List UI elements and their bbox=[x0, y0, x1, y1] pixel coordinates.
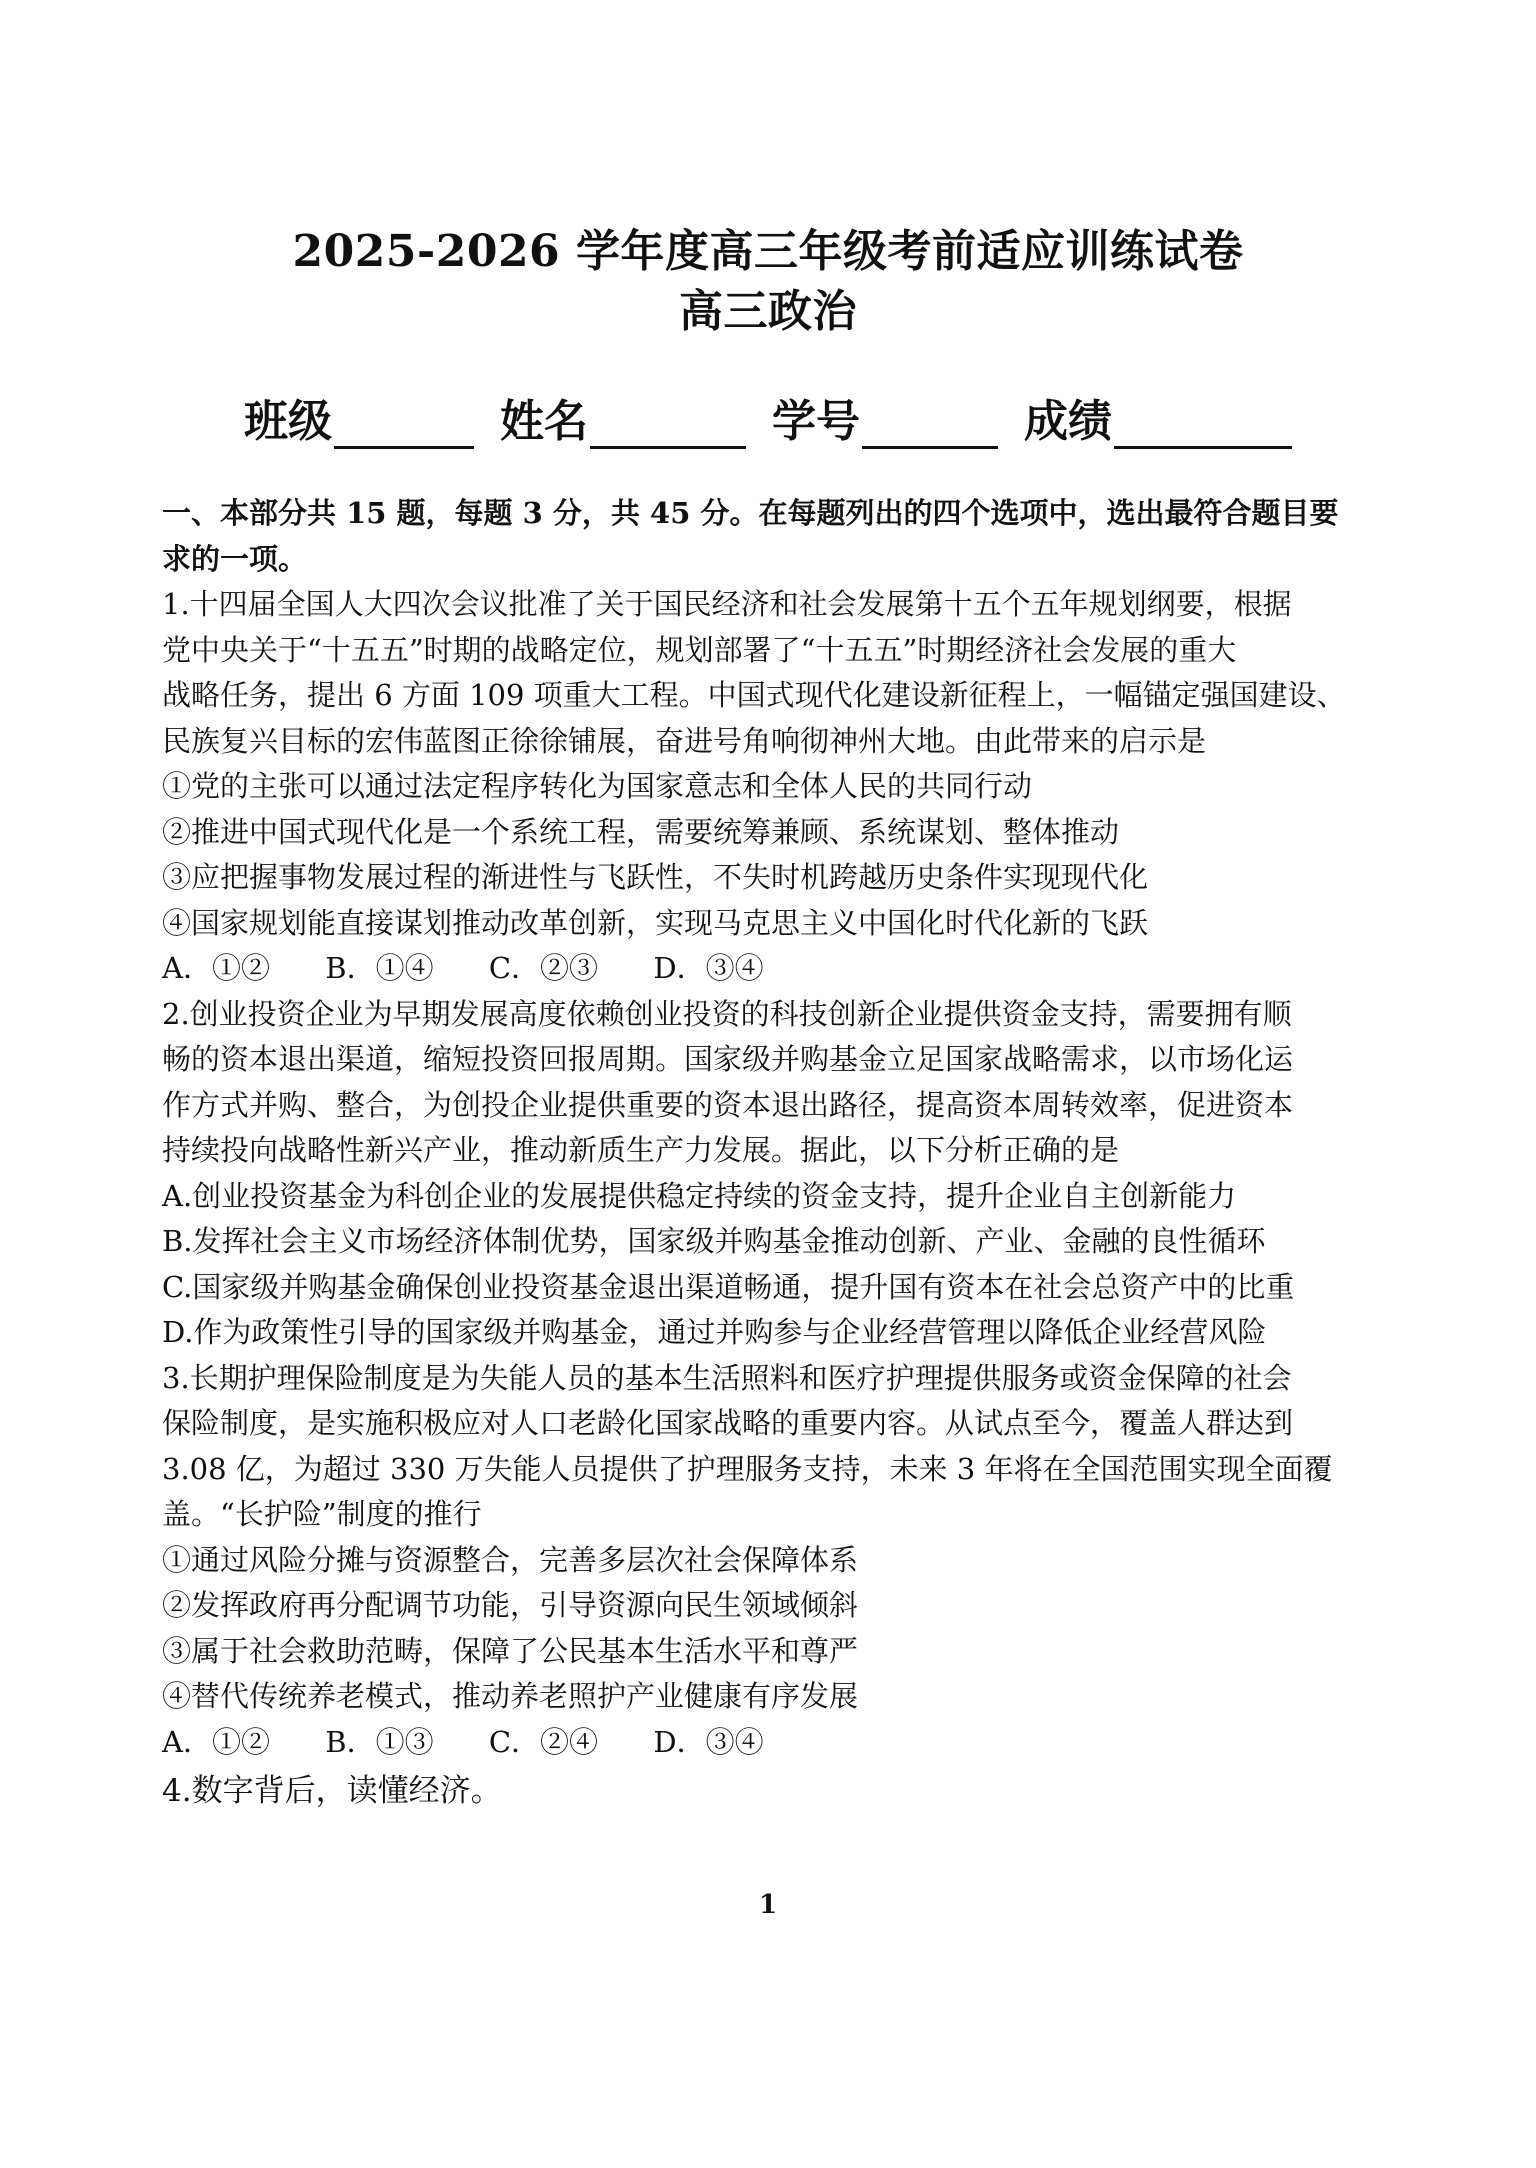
name-field bbox=[500, 385, 746, 449]
question-stem-line: 3.长期护理保险制度是为失能人员的基本生活照料和医疗护理提供服务或资金保障的社会 bbox=[162, 1360, 1292, 1395]
class-field bbox=[244, 385, 474, 449]
page-number: 1 bbox=[758, 1890, 778, 1920]
statement-item: ④国家规划能直接谋划推动改革创新，实现马克思主义中国化时代化新的飞跃 bbox=[162, 905, 1149, 940]
question-3 bbox=[162, 1356, 1384, 1766]
statement-item: ③应把握事物发展过程的渐进性与飞跃性，不失时机跨越历史条件实现现代化 bbox=[162, 860, 1149, 894]
question-2 bbox=[162, 992, 1384, 1356]
class-label: 班级 bbox=[244, 396, 332, 447]
answer-options: A．①② B．①③ C．②④ D．③④ bbox=[162, 1724, 764, 1759]
exam-subject: 高三政治 bbox=[679, 286, 857, 337]
exam-title: 2025-2026 学年度高三年级考前适应训练试卷 bbox=[292, 226, 1244, 277]
question-stem-line: 作方式并购、整合，为创投企业提供重要的资本退出路径，提高资本周转效率，促进资本 bbox=[162, 1087, 1294, 1122]
question-stem-line: 战略任务，提出 6 方面 109 项重大工程。中国式现代化建设新征程上，一幅锚定强国建设、 bbox=[162, 678, 1346, 712]
answer-option: A.创业投资基金为科创企业的发展提供稳定持续的资金支持，提升企业自主创新能力 bbox=[162, 1178, 1237, 1213]
statement-item: ④替代传统养老模式，推动养老照护产业健康有序发展 bbox=[162, 1679, 859, 1713]
question-1 bbox=[162, 582, 1384, 992]
question-stem-line: 盖。“长护险”制度的推行 bbox=[162, 1497, 482, 1531]
statement-item: ②推进中国式现代化是一个系统工程，需要统筹兼顾、系统谋划、整体推动 bbox=[162, 814, 1120, 849]
statement-item: ①通过风险分摊与资源整合，完善多层次社会保障体系 bbox=[162, 1542, 859, 1577]
answer-option: C.国家级并购基金确保创业投资基金退出渠道畅通，提升国有资本在社会总资产中的比重 bbox=[162, 1269, 1295, 1304]
statement-item: ①党的主张可以通过法定程序转化为国家意志和全体人民的共同行动 bbox=[162, 769, 1033, 803]
statement-item: ③属于社会救助范畴，保障了公民基本生活水平和尊严 bbox=[162, 1633, 859, 1668]
name-blank bbox=[590, 400, 746, 449]
question-stem-line: 持续投向战略性新兴产业，推动新质生产力发展。据此，以下分析正确的是 bbox=[162, 1133, 1120, 1167]
question-stem-line: 保险制度，是实施积极应对人口老龄化国家战略的重要内容。从试点至今，覆盖人群达到 bbox=[162, 1406, 1294, 1440]
question-4 bbox=[162, 1769, 1384, 1815]
score-blank bbox=[1114, 400, 1292, 449]
answer-option: B.发挥社会主义市场经济体制优势，国家级并购基金推动创新、产业、金融的良性循环 bbox=[162, 1224, 1266, 1258]
exam-content bbox=[162, 491, 1384, 1815]
question-stem-line: 畅的资本退出渠道，缩短投资回报周期。国家级并购基金立足国家战略需求，以市场化运 bbox=[162, 1042, 1294, 1076]
question-stem-line: 党中央关于“十五五”时期的战略定位，规划部署了“十五五”时期经济社会发展的重大 bbox=[162, 632, 1237, 667]
name-label: 姓名 bbox=[500, 396, 588, 447]
id-blank bbox=[862, 400, 998, 449]
question-stem-line: 民族复兴目标的宏伟蓝图正徐徐铺展，奋进号角响彻神州大地。由此带来的启示是 bbox=[162, 723, 1207, 758]
score-label: 成绩 bbox=[1024, 396, 1112, 447]
answer-option: D.作为政策性引导的国家级并购基金，通过并购参与企业经营管理以降低企业经营风险 bbox=[162, 1315, 1267, 1349]
statement-item: ②发挥政府再分配调节功能，引导资源向民生领域倾斜 bbox=[162, 1588, 859, 1622]
answer-options: A．①② B．①④ C．②③ D．③④ bbox=[162, 951, 764, 985]
class-blank bbox=[334, 400, 474, 449]
id-label: 学号 bbox=[772, 396, 860, 447]
section-heading: 一、本部分共 15 题，每题 3 分，共 45 分。在每题列出的四个选项中，选出最符合题目要 求的一项。 bbox=[162, 496, 1339, 576]
question-stem-line: 1.十四届全国人大四次会议批准了关于国民经济和社会发展第十五个五年规划纲要，根据 bbox=[162, 587, 1292, 621]
question-stem-line: 4.数字背后，读懂经济。 bbox=[162, 1773, 502, 1809]
score-field bbox=[1024, 385, 1292, 449]
question-stem-line: 3.08 亿，为超过 330 万失能人员提供了护理服务支持，未来 3 年将在全国范围实现全面覆 bbox=[162, 1451, 1333, 1486]
id-field bbox=[772, 385, 998, 449]
student-info-row bbox=[0, 385, 1536, 449]
question-stem-line: 2.创业投资企业为早期发展高度依赖创业投资的科技创新企业提供资金支持，需要拥有顺 bbox=[162, 996, 1292, 1031]
